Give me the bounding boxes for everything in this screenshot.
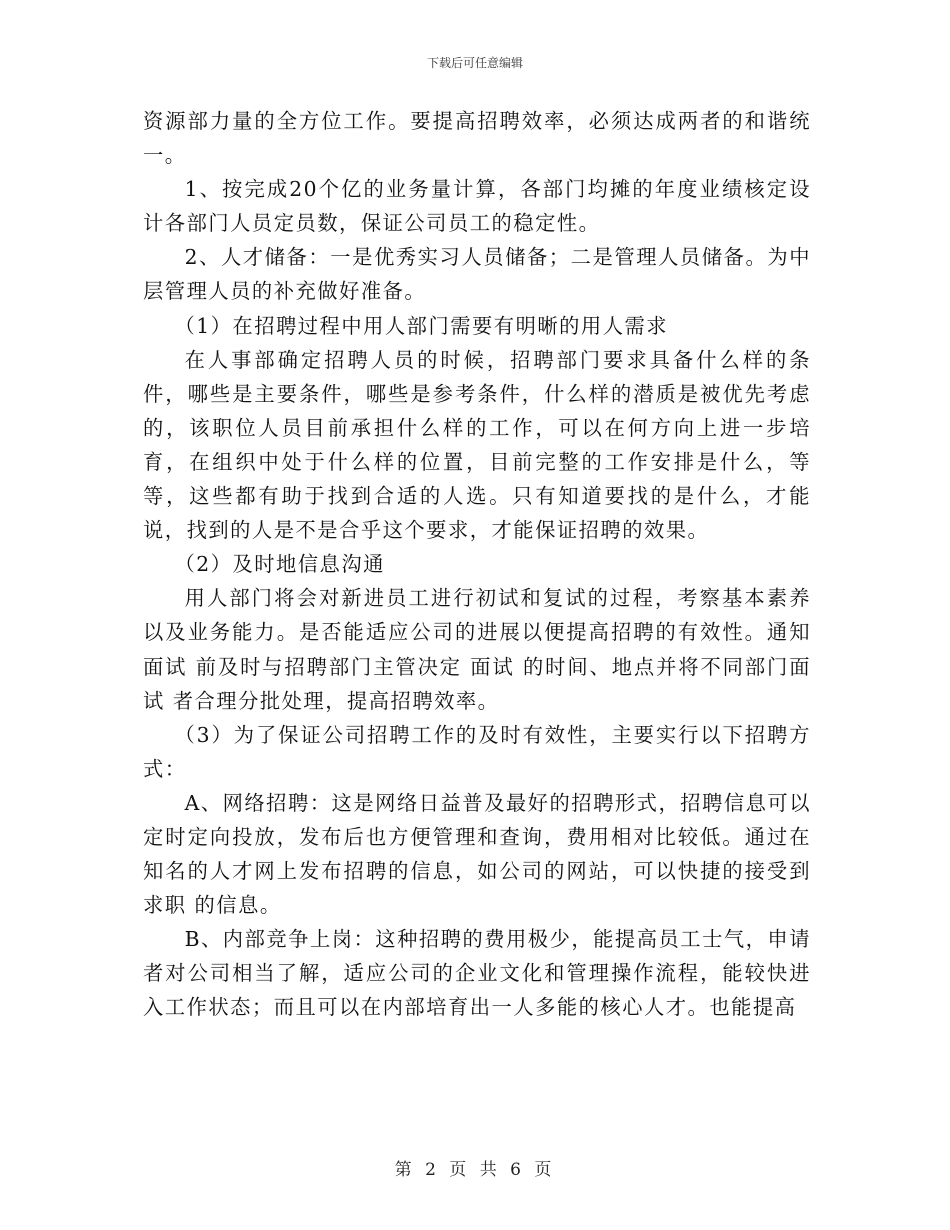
subheading-3: （3）为了保证公司招聘工作的及时有效性，主要实行以下招聘方式： [143, 722, 811, 781]
subheading-1: （1）在招聘过程中用人部门需要有明晰的用人需求 [174, 313, 669, 338]
paragraph-communication: 用人部门将会对新进员工进行初试和复试的过程，考察基本素养以及业务能力。是否能适应公司的进展以便提高招聘的有效性。通知面试 前及时与招聘部门主管决定 面试 的时间、地点并将不同部门面试 者合理分批处理，提高招聘效率。 [143, 586, 811, 713]
subheading-2: （2）及时地信息沟通 [174, 552, 385, 577]
page-header: 下载后可任意编辑 [426, 56, 523, 70]
paragraph-continuation: 资源部力量的全方位工作。要提高招聘效率，必须达成两者的和谐统一。 [143, 109, 811, 168]
page-number: 第 2 页 共 6 页 [394, 1160, 556, 1180]
document-body [143, 104, 811, 1025]
paragraph-item-2: 2、人才储备：一是优秀实习人员储备；二是管理人员储备。为中层管理人员的补充做好准备。 [143, 245, 811, 304]
paragraph-internal-competition: B、内部竞争上岗：这种招聘的费用极少，能提高员工士气，申请者对公司相当了解，适应公司的企业文化和管理操作流程，能较快进入工作状态；而且可以在内部培育出一人多能的核心人才。也能提高 [143, 927, 811, 1020]
paragraph-requirements: 在人事部确定招聘人员的时候，招聘部门要求具备什么样的条件，哪些是主要条件，哪些是参考条件，什么样的潜质是被优先考虑的，该职位人员目前承担什么样的工作，可以在何方向上进一步培育，在组织中处于什么样的位置，目前完整的工作安排是什么，等等，这些都有助于找到合适的人选。只有知道要找的是什么，才能说，找到的人是不是合乎这个要求，才能保证招聘的效果。 [143, 347, 811, 543]
paragraph-online-recruiting: A、网络招聘：这是网络日益普及最好的招聘形式，招聘信息可以定时定向投放，发布后也方便管理和查询，费用相对比较低。通过在知名的人才网上发布招聘的信息，如公司的网站，可以快捷的接受到求职 的信息。 [143, 790, 811, 918]
paragraph-item-1: 1、按完成20个亿的业务量计算，各部门均摊的年度业绩核定设计各部门人员定员数，保证公司员工的稳定性。 [143, 177, 811, 236]
